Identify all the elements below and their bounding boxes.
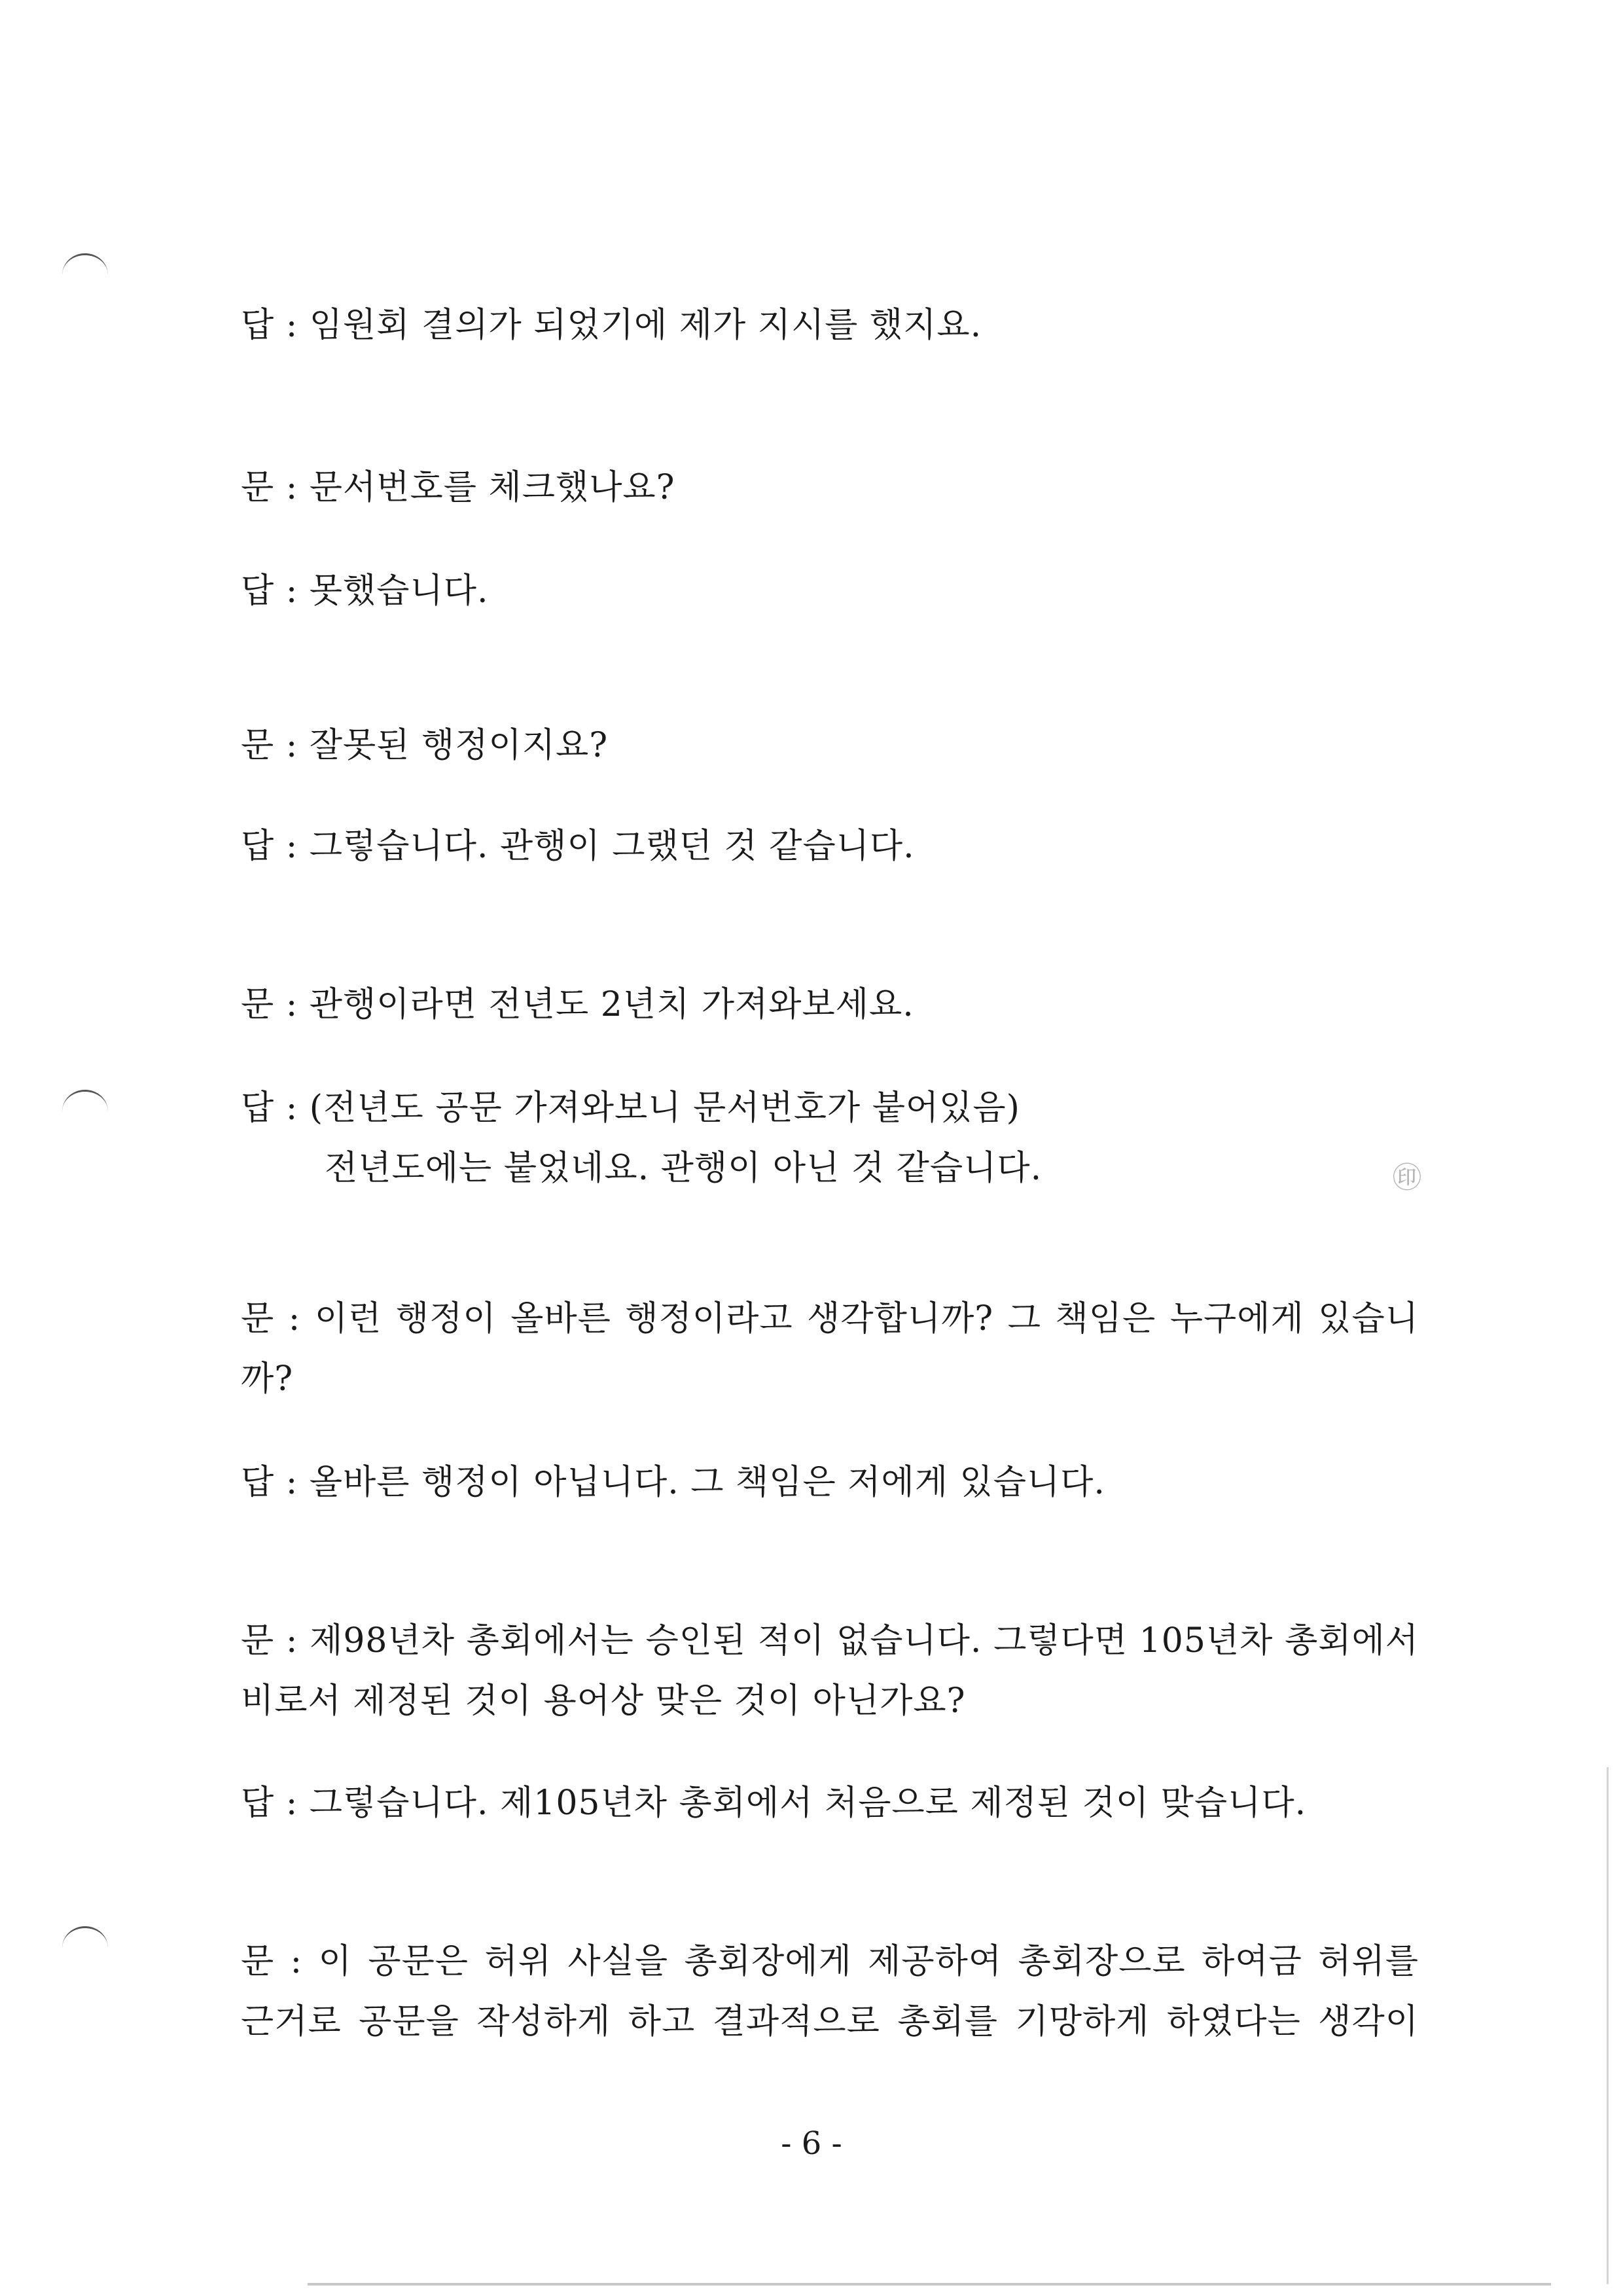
punch-hole-mark bbox=[62, 1926, 108, 1948]
question-line: 문 : 제98년차 총회에서는 승인된 적이 없습니다. 그렇다면 105년차 총회에서 bbox=[241, 1621, 1419, 1660]
seal-stamp-icon: ㊞ bbox=[1393, 1161, 1421, 1194]
question-line: 문 : 잘못된 행정이지요? bbox=[241, 726, 609, 765]
question-line: 문 : 이런 행정이 올바른 행정이라고 생각합니까? 그 책임은 누구에게 있습니 bbox=[241, 1299, 1419, 1338]
question-line: 문 : 문서번호를 체크했나요? bbox=[241, 468, 675, 507]
answer-line: 답 : (전년도 공문 가져와보니 문서번호가 붙어있음) bbox=[241, 1088, 1020, 1128]
answer-line: 답 : 올바른 행정이 아닙니다. 그 책임은 저에게 있습니다. bbox=[241, 1463, 1105, 1502]
answer-continuation-line: 전년도에는 붙었네요. 관행이 아닌 것 같습니다. bbox=[325, 1149, 1043, 1188]
punch-hole-mark bbox=[62, 253, 108, 275]
answer-line: 답 : 그렇습니다. 관행이 그랬던 것 같습니다. bbox=[241, 827, 915, 866]
answer-line: 답 : 못했습니다. bbox=[241, 571, 489, 611]
question-line: 문 : 관행이라면 전년도 2년치 가져와보세요. bbox=[241, 985, 914, 1024]
answer-line: 답 : 임원회 결의가 되었기에 제가 지시를 했지요. bbox=[241, 306, 982, 345]
answer-line: 답 : 그렇습니다. 제105년차 총회에서 처음으로 제정된 것이 맞습니다. bbox=[241, 1784, 1307, 1823]
punch-hole-mark bbox=[62, 1090, 108, 1111]
question-continuation-line: 근거로 공문을 작성하게 하고 결과적으로 총회를 기망하게 하였다는 생각이 bbox=[241, 2002, 1419, 2041]
scan-edge-line bbox=[308, 2283, 1551, 2286]
question-continuation-line: 까? bbox=[241, 1359, 294, 1399]
page-number: - 6 - bbox=[781, 2125, 842, 2162]
question-line: 문 : 이 공문은 허위 사실을 총회장에게 제공하여 총회장으로 하여금 허위를 bbox=[241, 1942, 1419, 1981]
scan-edge-line bbox=[1607, 1767, 1609, 2284]
question-continuation-line: 비로서 제정된 것이 용어상 맞은 것이 아닌가요? bbox=[241, 1681, 966, 1721]
